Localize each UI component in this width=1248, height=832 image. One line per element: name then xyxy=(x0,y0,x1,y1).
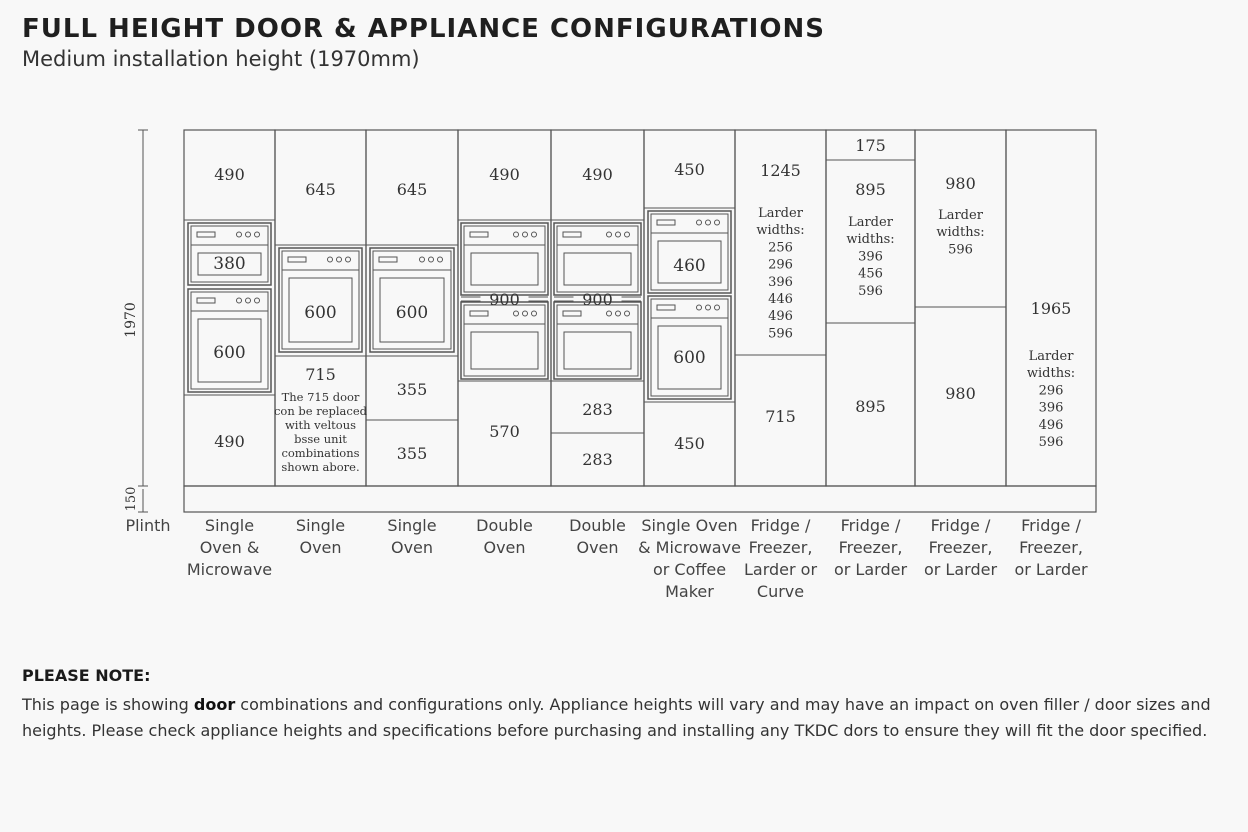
column-1-caption-0: Single xyxy=(204,516,255,535)
col7-top-note-1: widths: xyxy=(756,223,805,239)
col5-oven-value: 900 xyxy=(582,290,613,309)
col5-oven-lower-display xyxy=(563,311,581,316)
col9-top-value: 980 xyxy=(945,174,976,193)
column-1-caption-2: Microwave xyxy=(186,560,273,579)
column-1-caption-1: Oven & xyxy=(199,538,260,557)
col7-top-note-4: 396 xyxy=(768,274,793,290)
col4-oven-upper-window xyxy=(471,253,538,285)
col5-oven-upper-frame xyxy=(554,223,641,295)
column-4-caption-0: Double xyxy=(476,516,533,535)
col4-oven-upper-knob-2 xyxy=(532,232,537,237)
col2-oven-knob-1 xyxy=(337,257,342,262)
col2-bottom-value: 715 xyxy=(305,365,336,384)
plinth-label: Plinth xyxy=(125,516,171,535)
column-6-caption-0: Single Oven xyxy=(641,516,738,535)
col4-oven-upper-knob-0 xyxy=(514,232,519,237)
col3-bottom1-value: 355 xyxy=(396,380,428,399)
col6-oven-knob-1 xyxy=(706,305,711,310)
col4-oven-lower-knob-2 xyxy=(532,311,537,316)
col10-full-note-0: Larder xyxy=(1028,349,1074,364)
column-8-caption-1: Freezer, xyxy=(838,538,903,557)
col4-oven-upper-knob-1 xyxy=(523,232,528,237)
column-6-caption-1: & Microwave xyxy=(638,538,741,557)
col5-oven-upper-display xyxy=(563,232,581,237)
col7-top-note-7: 596 xyxy=(768,326,793,342)
col6-microwave-value: 460 xyxy=(673,256,706,276)
col5-oven-lower-knob-2 xyxy=(625,311,630,316)
col3-oven-knob-2 xyxy=(438,257,443,262)
col5-oven-lower-knob-1 xyxy=(616,311,621,316)
col4-oven-lower-display xyxy=(470,311,488,316)
col5-oven-lower-window xyxy=(564,332,631,369)
col1-bottom-value: 490 xyxy=(214,432,245,451)
col1-oven-value: 600 xyxy=(213,343,246,363)
column-9-caption-0: Fridge / xyxy=(930,516,991,535)
col7-bottom-value: 715 xyxy=(765,407,796,426)
col3-bottom2-value: 355 xyxy=(396,444,428,463)
column-7-caption-1: Freezer, xyxy=(748,538,813,557)
col2-oven-knob-0 xyxy=(328,257,333,262)
column-3-caption-0: Single xyxy=(387,516,437,535)
col2-oven-frame xyxy=(279,248,362,352)
column-6-caption-2: or Coffee xyxy=(652,560,727,579)
col3-oven-display xyxy=(379,257,397,262)
col5-oven-upper-inner xyxy=(557,226,638,292)
col10-full-note-2: 296 xyxy=(1038,383,1064,399)
col2-oven-value: 600 xyxy=(304,303,337,323)
col2-bottom-note-4: combinations xyxy=(281,446,360,460)
col8-middle-note-1: widths: xyxy=(846,232,895,248)
col1-oven-knob-0 xyxy=(237,298,242,303)
col6-oven-knob-2 xyxy=(715,305,720,310)
col6-microwave-knob-2 xyxy=(715,220,720,225)
column-7-caption-0: Fridge / xyxy=(750,516,811,535)
col2-oven-knob-2 xyxy=(346,257,351,262)
col9-top-note-1: widths: xyxy=(936,225,985,241)
col2-bottom-note-2: with veltous xyxy=(284,418,357,432)
col3-oven-frame xyxy=(370,248,454,352)
col5-oven-lower-frame xyxy=(554,302,641,379)
col6-bottom-value: 450 xyxy=(674,434,705,453)
col5-bottom2-value: 283 xyxy=(582,450,613,469)
col3-oven-knob-1 xyxy=(429,257,434,262)
column-9-caption-2: or Larder xyxy=(923,560,998,579)
col10-full-note-4: 496 xyxy=(1038,417,1064,433)
column-7-outline xyxy=(735,130,826,486)
col8-middle-note-2: 396 xyxy=(858,249,883,265)
col10-full-note-3: 396 xyxy=(1038,400,1064,416)
col2-oven-display xyxy=(288,257,306,262)
note-text-end: combinations and configurations only. Appliance heights will vary and may have an impact on oven filler / door sizes and heights. Please check appliance heights and specifications before purchasing and installing any TKDC dors to ensure they will fit the door specified. xyxy=(22,695,1211,740)
col7-top-note-3: 296 xyxy=(768,257,793,273)
col2-bottom-note-3: bsse unit xyxy=(294,432,347,446)
column-9-caption-1: Freezer, xyxy=(928,538,993,557)
column-10-caption-2: or Larder xyxy=(1014,560,1088,579)
col1-microwave-knob-2 xyxy=(255,232,260,237)
col9-top-note-2: 596 xyxy=(948,242,973,258)
col4-bottom-value: 570 xyxy=(489,422,520,441)
col6-microwave-knob-1 xyxy=(706,220,711,225)
col1-microwave-knob-0 xyxy=(237,232,242,237)
col7-top-value: 1245 xyxy=(760,161,801,180)
col2-bottom-note-0: The 715 door xyxy=(281,390,360,404)
col6-top-value: 450 xyxy=(674,160,705,179)
column-5-caption-1: Oven xyxy=(576,538,619,557)
column-2-caption-0: Single xyxy=(295,516,346,535)
col3-oven-value: 600 xyxy=(395,303,429,323)
page-title: FULL HEIGHT DOOR & APPLIANCE CONFIGURATIONS xyxy=(22,14,825,44)
col1-microwave-value: 380 xyxy=(213,254,246,274)
col10-full-note-5: 596 xyxy=(1038,435,1064,450)
col6-oven-knob-0 xyxy=(697,305,702,310)
col3-oven-inner xyxy=(373,251,451,349)
col10-full-value: 1965 xyxy=(1030,299,1072,318)
col4-oven-upper-inner xyxy=(464,226,545,292)
col4-oven-lower-window xyxy=(471,332,538,369)
col3-top-value: 645 xyxy=(396,180,428,199)
col2-bottom-note-1: con be replaced xyxy=(273,404,368,418)
column-6-outline xyxy=(644,130,735,486)
col5-bottom1-value: 283 xyxy=(582,400,613,419)
col2-top-value: 645 xyxy=(305,180,336,199)
plinth-bar xyxy=(184,486,1096,512)
col1-microwave-display xyxy=(197,232,215,237)
col1-microwave-knob-1 xyxy=(246,232,251,237)
col4-oven-lower-knob-1 xyxy=(523,311,528,316)
col4-top-value: 490 xyxy=(489,165,520,184)
col8-middle-note-3: 456 xyxy=(858,266,883,282)
column-7-caption-3: Curve xyxy=(756,582,805,601)
note-text-bold: door xyxy=(193,695,236,714)
col9-top-note-0: Larder xyxy=(938,208,983,223)
col2-oven-inner xyxy=(282,251,359,349)
column-7-caption-2: Larder or xyxy=(743,560,818,579)
col8-top-value: 175 xyxy=(855,136,886,155)
col1-oven-knob-1 xyxy=(246,298,251,303)
col6-microwave-frame xyxy=(648,211,731,293)
col4-oven-upper-frame xyxy=(461,223,548,295)
col2-bottom-note-5: shown abore. xyxy=(281,460,360,474)
note-text-start: This page is showing xyxy=(22,695,194,714)
col4-oven-value: 900 xyxy=(489,290,520,309)
col6-microwave-display xyxy=(657,220,675,225)
column-8-caption-2: or Larder xyxy=(833,560,908,579)
col8-bottom-value: 895 xyxy=(855,397,886,416)
col3-oven-knob-0 xyxy=(420,257,425,262)
col4-oven-upper-display xyxy=(470,232,488,237)
column-2-caption-1: Oven xyxy=(299,538,342,557)
col7-top-note-5: 446 xyxy=(768,292,793,307)
col6-oven-display xyxy=(657,305,675,310)
column-6-caption-3: Maker xyxy=(665,582,714,601)
col9-bottom-value: 980 xyxy=(945,384,976,403)
column-10-caption-1: Freezer, xyxy=(1019,538,1083,557)
col1-oven-frame xyxy=(188,289,271,392)
col1-oven-inner xyxy=(191,292,268,389)
note-text xyxy=(22,692,1227,744)
col5-oven-upper-window xyxy=(564,253,631,285)
column-8-caption-0: Fridge / xyxy=(840,516,901,535)
col5-oven-upper-knob-2 xyxy=(625,232,630,237)
col5-oven-upper-knob-1 xyxy=(616,232,621,237)
column-10-caption-0: Fridge / xyxy=(1021,516,1081,535)
col6-microwave-knob-0 xyxy=(697,220,702,225)
col7-top-note-2: 256 xyxy=(768,240,793,256)
col6-oven-value: 600 xyxy=(673,348,706,368)
col10-full-note-1: widths: xyxy=(1026,366,1076,382)
col5-oven-lower-knob-0 xyxy=(607,311,612,316)
col8-middle-note-0: Larder xyxy=(848,215,893,230)
col1-oven-knob-2 xyxy=(255,298,260,303)
page-subtitle: Medium installation height (1970mm) xyxy=(22,47,420,71)
col4-oven-lower-frame xyxy=(461,302,548,379)
col7-top-note-0: Larder xyxy=(758,206,803,221)
col7-top-note-6: 496 xyxy=(768,309,793,325)
column-5-caption-0: Double xyxy=(569,516,626,535)
col5-oven-upper-knob-0 xyxy=(607,232,612,237)
col1-top-value: 490 xyxy=(214,165,245,184)
column-4-caption-1: Oven xyxy=(483,538,526,557)
col8-middle-value: 895 xyxy=(855,180,886,199)
note-heading: PLEASE NOTE: xyxy=(22,666,151,685)
plinth-height-label: 150 xyxy=(124,486,139,512)
col5-top-value: 490 xyxy=(582,165,613,184)
column-3-caption-1: Oven xyxy=(390,538,434,557)
total-height-label: 1970 xyxy=(123,302,139,338)
col4-oven-lower-knob-0 xyxy=(514,311,519,316)
col1-oven-display xyxy=(197,298,215,303)
col8-middle-note-4: 596 xyxy=(858,283,883,299)
